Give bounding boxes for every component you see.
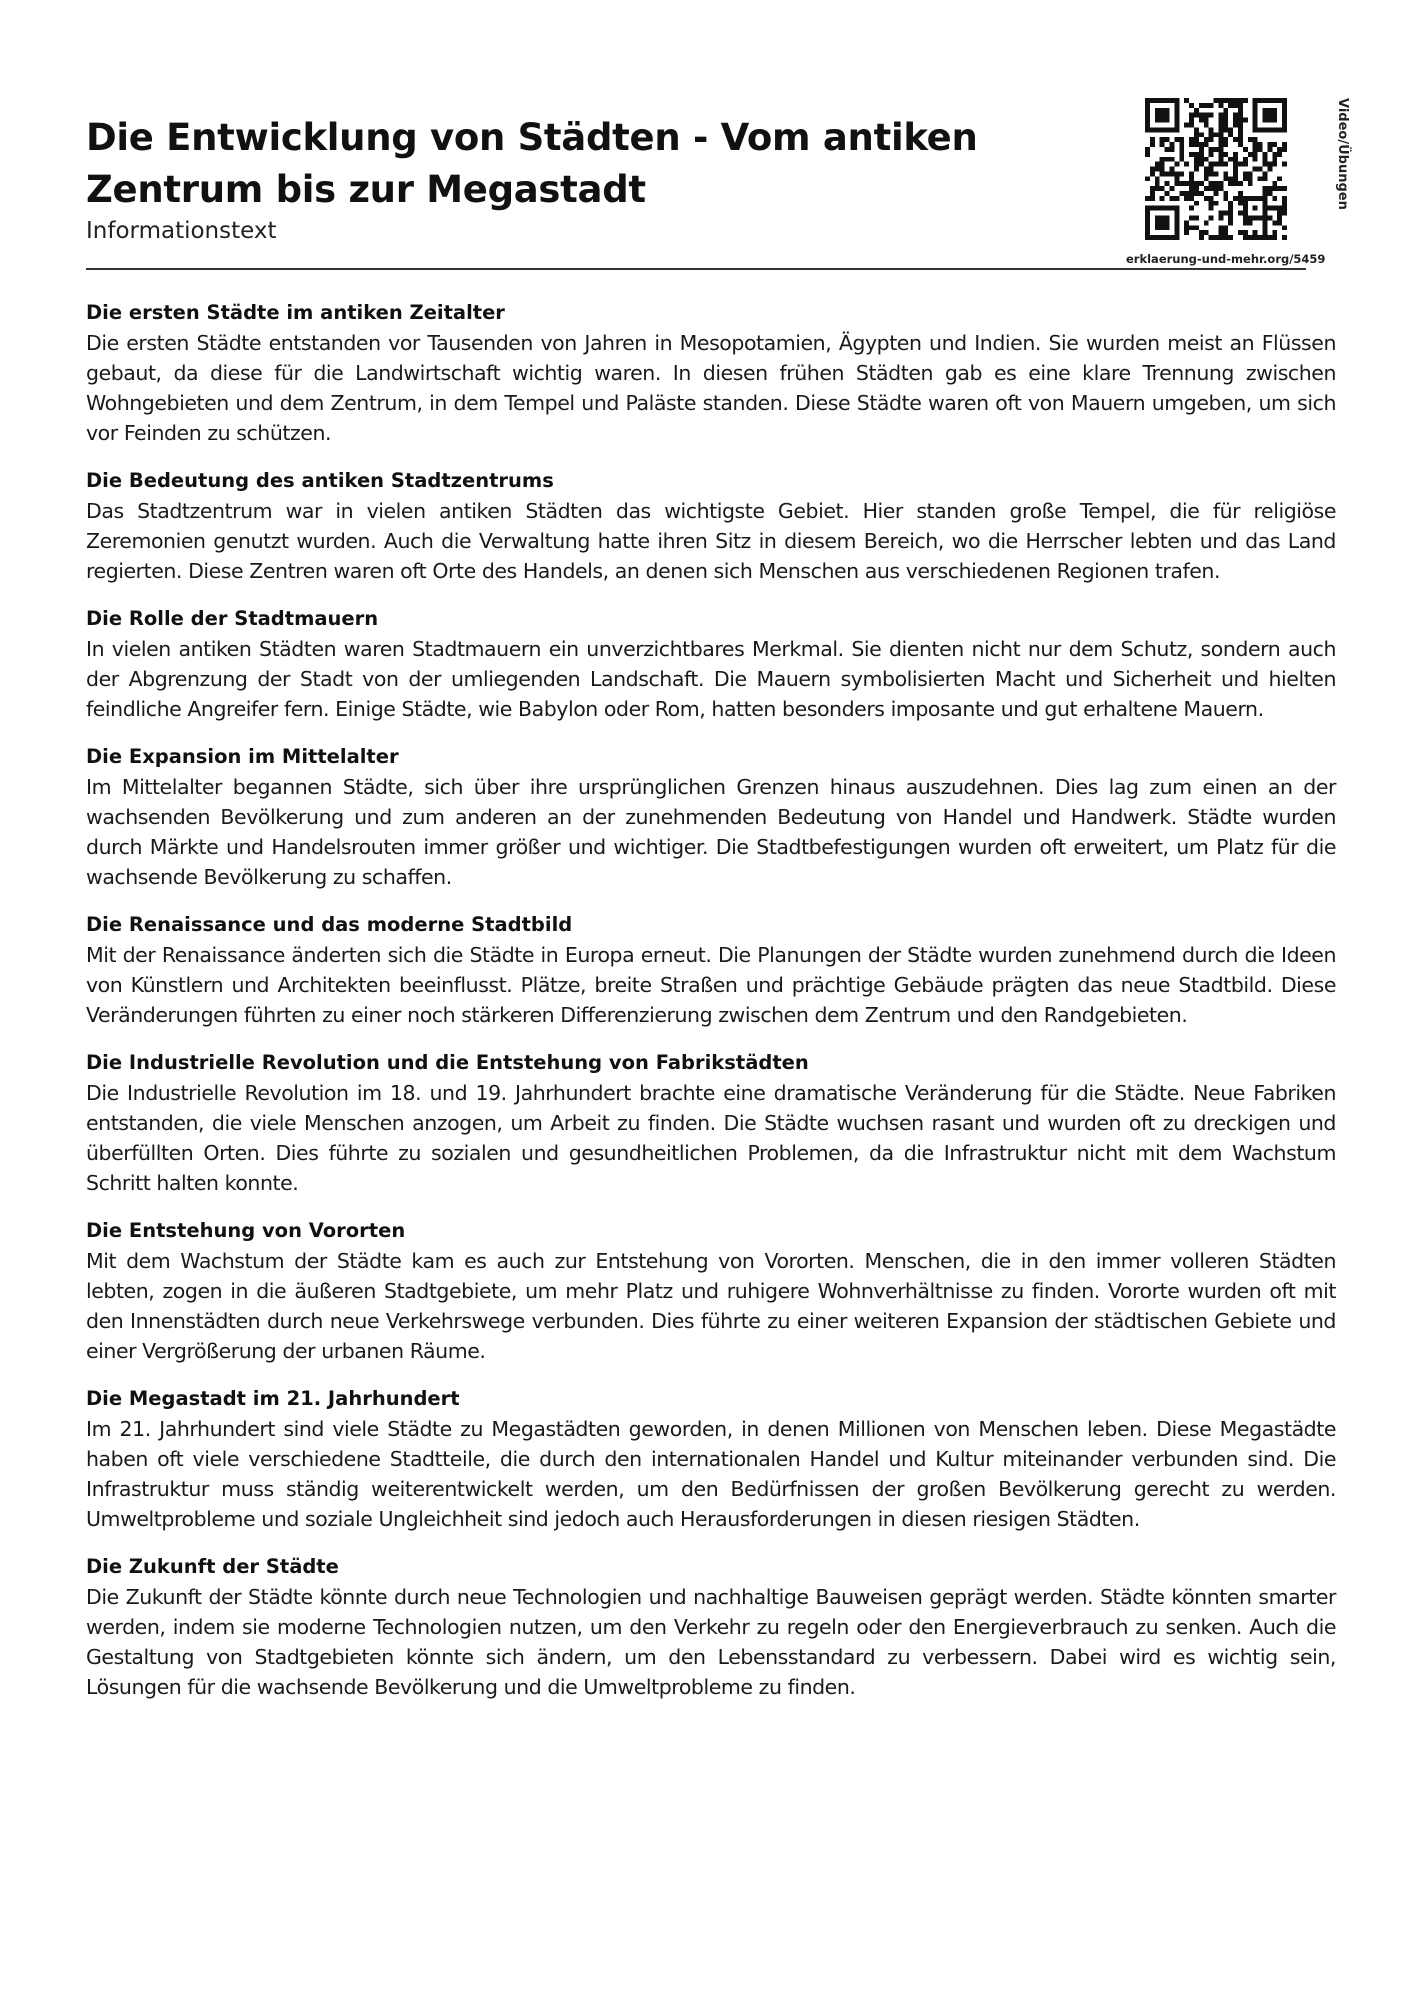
page-title: Die Entwicklung von Städten - Vom antiken Zentrum bis zur Megastadt (86, 116, 978, 211)
section-industrial-revolution (86, 1048, 1336, 1198)
qr-link-caption[interactable]: erklaerung-und-mehr.org/5459 (1126, 252, 1326, 266)
section-suburbs (86, 1216, 1336, 1366)
section-paragraph: Im 21. Jahrhundert sind viele Städte zu Megastädten geworden, in denen Millionen von Menschen leben. Diese Megastädte haben oft viele verschiedene Stadtteile, die durch den internationalen Handel und Kultur miteinander verbunden sind. Die Infrastruktur muss ständig weiterentwickelt werden, um den Bedürfnissen der großen Bevölkerung gerecht zu werden. Umweltprobleme und soziale Ungleichheit sind jedoch auch Herausforderungen in diesen riesigen Städten. (86, 1417, 1336, 1531)
section-heading: Die Bedeutung des antiken Stadtzentrums (86, 469, 554, 492)
section-paragraph: Im Mittelalter begannen Städte, sich über ihre ursprünglichen Grenzen hinaus auszudehnen. Dies lag zum einen an der wachsenden Bevölkerung und zum anderen an der zunehmenden Bedeutung von Handel und Handwerk. Städte wurden durch Märkte und Handelsrouten immer größer und wichtiger. Die Stadtbefestigungen wurden oft erweitert, um Platz für die wachsende Bevölkerung zu schaffen. (86, 775, 1336, 889)
section-megacity (86, 1384, 1336, 1534)
section-future (86, 1552, 1336, 1702)
section-paragraph: Mit der Renaissance änderten sich die Städte in Europa erneut. Die Planungen der Städte wurden zunehmend durch die Ideen von Künstlern und Architekten beeinflusst. Plätze, breite Straßen und prächtige Gebäude prägten das neue Stadtbild. Diese Veränderungen führten zu einer noch stärkeren Differenzierung zwischen dem Zentrum und den Randgebieten. (86, 943, 1336, 1027)
document-header (86, 98, 1350, 270)
section-heading: Die Zukunft der Städte (86, 1555, 339, 1578)
section-ancient-cities (86, 298, 1336, 448)
section-middle-ages (86, 742, 1336, 892)
video-exercises-label: Video/Übungen (1335, 98, 1350, 210)
section-heading: Die Renaissance und das moderne Stadtbild (86, 913, 573, 936)
section-heading: Die Megastadt im 21. Jahrhundert (86, 1387, 460, 1410)
section-city-walls (86, 604, 1336, 724)
section-paragraph: Mit dem Wachstum der Städte kam es auch zur Entstehung von Vororten. Menschen, die in den immer volleren Städten lebten, zogen in die äußeren Stadtgebiete, um mehr Platz und ruhigere Wohnverhältnisse zu finden. Vororte wurden oft mit den Innenstädten durch neue Verkehrswege verbunden. Dies führte zu einer weiteren Expansion der städtischen Gebiete und einer Vergrößerung der urbanen Räume. (86, 1249, 1336, 1363)
section-paragraph: Die Zukunft der Städte könnte durch neue Technologien und nachhaltige Bauweisen geprägt werden. Städte könnten smarter werden, indem sie moderne Technologien nutzen, um den Verkehr zu regeln oder den Energieverbrauch zu senken. Auch die Gestaltung von Stadtgebieten könnte sich ändern, um den Lebensstandard zu verbessern. Dabei wird es wichtig sein, Lösungen für die wachsende Bevölkerung und die Umweltprobleme zu finden. (86, 1585, 1336, 1699)
section-renaissance (86, 910, 1336, 1030)
section-heading: Die Entstehung von Vororten (86, 1219, 406, 1242)
section-paragraph: Die Industrielle Revolution im 18. und 19. Jahrhundert brachte eine dramatische Veränderung für die Städte. Neue Fabriken entstanden, die viele Menschen anzogen, um Arbeit zu finden. Die Städte wuchsen rasant und wurden oft zu dreckigen und überfüllten Orten. Dies führte zu sozialen und gesundheitlichen Problemen, da die Infrastruktur nicht mit dem Wachstum Schritt halten konnte. (86, 1081, 1336, 1195)
section-heading: Die Expansion im Mittelalter (86, 745, 399, 768)
section-heading: Die Industrielle Revolution und die Entstehung von Fabrikstädten (86, 1051, 809, 1074)
section-paragraph: Die ersten Städte entstanden vor Tausenden von Jahren in Mesopotamien, Ägypten und Indien. Sie wurden meist an Flüssen gebaut, da diese für die Landwirtschaft wichtig waren. In diesen frühen Städten gab es eine klare Trennung zwischen Wohngebieten und dem Zentrum, in dem Tempel und Paläste standen. Diese Städte waren oft von Mauern umgeben, um sich vor Feinden zu schützen. (86, 331, 1336, 445)
header-divider (86, 268, 1306, 270)
section-heading: Die Rolle der Stadtmauern (86, 607, 379, 630)
section-paragraph: Das Stadtzentrum war in vielen antiken Städten das wichtigste Gebiet. Hier standen große Tempel, die für religiöse Zeremonien genutzt wurden. Auch die Verwaltung hatte ihren Sitz in diesem Bereich, wo die Herrscher lebten und das Land regierten. Diese Zentren waren oft Orte des Handels, an denen sich Menschen aus verschiedenen Regionen trafen. (86, 499, 1336, 583)
section-heading: Die ersten Städte im antiken Zeitalter (86, 301, 505, 324)
document-body (86, 298, 1336, 1720)
section-paragraph: In vielen antiken Städten waren Stadtmauern ein unverzichtbares Merkmal. Sie dienten nicht nur dem Schutz, sondern auch der Abgrenzung der Stadt von der umliegenden Landschaft. Die Mauern symbolisierten Macht und Sicherheit und hielten feindliche Angreifer fern. Einige Städte, wie Babylon oder Rom, hatten besonders imposante und gut erhaltene Mauern. (86, 637, 1336, 721)
section-ancient-center (86, 466, 1336, 586)
qr-code[interactable] (1145, 98, 1287, 240)
page-subtitle: Informationstext (86, 218, 277, 244)
